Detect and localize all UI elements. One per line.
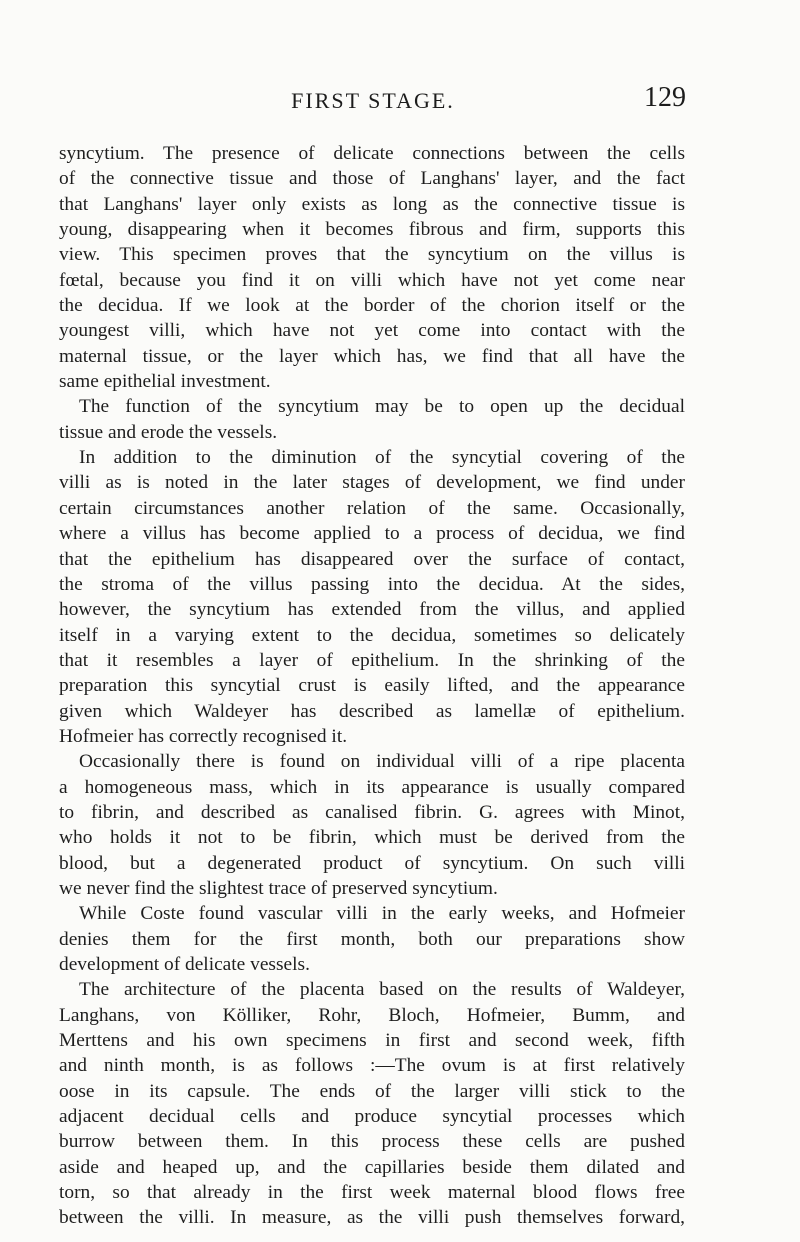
text-line: certain circumstances another relation of the same. Occasionally, [59, 497, 685, 519]
text-line: we never find the slightest trace of preserved syncytium. [59, 877, 498, 899]
page-number: 129 [644, 82, 686, 113]
text-line: that it resembles a layer of epithelium. In the shrinking of the [59, 649, 685, 671]
text-line: that Langhans' layer only exists as long as the connective tissue is [59, 193, 685, 215]
text-line: and ninth month, is as follows :—The ovum is at first relatively [59, 1055, 685, 1077]
text-line: adjacent decidual cells and produce syncytial processes which [59, 1106, 685, 1128]
text-line: oose in its capsule. The ends of the larger villi stick to the [59, 1080, 685, 1102]
text-line: torn, so that already in the first week maternal blood flows free [59, 1182, 685, 1204]
text-line: In addition to the diminution of the syncytial covering of the [79, 447, 685, 469]
text-line: however, the syncytium has extended from the villus, and applied [59, 599, 685, 621]
text-line: the stroma of the villus passing into the decidua. At the sides, [59, 573, 685, 595]
text-line: the decidua. If we look at the border of the chorion itself or the [59, 295, 685, 317]
text-line: that the epithelium has disappeared over the surface of contact, [59, 548, 685, 570]
text-line: blood, but a degenerated product of syncytium. On such villi [59, 852, 685, 874]
text-line: aside and heaped up, and the capillaries beside them dilated and [59, 1156, 685, 1178]
text-line: fœtal, because you find it on villi which have not yet come near [59, 269, 685, 291]
text-line: development of delicate vessels. [59, 954, 310, 975]
text-line: young, disappearing when it becomes fibrous and firm, supports this [59, 219, 685, 241]
running-head [60, 82, 686, 122]
text-line: Langhans, von Kölliker, Rohr, Bloch, Hofmeier, Bumm, and [59, 1004, 685, 1026]
text-line: itself in a varying extent to the decidua, sometimes so delicately [59, 624, 685, 646]
text-line: burrow between them. In this process these cells are pushed [59, 1131, 685, 1153]
text-line: tissue and erode the vessels. [59, 421, 278, 443]
text-line: preparation this syncytial crust is easily lifted, and the appearance [59, 675, 685, 697]
text-line: given which Waldeyer has described as lamellæ of epithelium. [59, 700, 685, 722]
text-line: maternal tissue, or the layer which has, we find that all have the [59, 345, 685, 367]
text-line: syncytium. The presence of delicate connections between the cells [59, 143, 685, 164]
text-line: While Coste found vascular villi in the early weeks, and Hofmeier [79, 903, 685, 925]
text-line: Hofmeier has correctly recognised it. [59, 725, 348, 747]
text-line: where a villus has become applied to a process of decidua, we find [59, 523, 685, 545]
text-line: between the villi. In measure, as the villi push themselves forward, [59, 1207, 685, 1229]
text-line: of the connective tissue and those of Langhans' layer, and the fact [59, 168, 685, 190]
text-line: same epithelial investment. [59, 371, 271, 393]
running-title: FIRST STAGE. [291, 88, 455, 113]
text-line: view. This specimen proves that the syncytium on the villus is [59, 244, 685, 266]
text-line: a homogeneous mass, which in its appearance is usually compared [59, 776, 685, 798]
body-text [59, 141, 685, 1231]
text-line: Merttens and his own specimens in first and second week, fifth [59, 1030, 685, 1052]
text-line: The function of the syncytium may be to open up the decidual [79, 396, 685, 418]
text-line: The architecture of the placenta based on the results of Waldeyer, [79, 979, 685, 1001]
text-line: Occasionally there is found on individual villi of a ripe placenta [79, 751, 685, 773]
text-line: who holds it not to be fibrin, which must be derived from the [59, 827, 685, 849]
text-line: villi as is noted in the later stages of development, we find under [59, 472, 685, 494]
text-line: denies them for the first month, both our preparations show [59, 928, 685, 950]
text-line: to fibrin, and described as canalised fibrin. G. agrees with Minot, [59, 801, 685, 823]
text-line: youngest villi, which have not yet come into contact with the [59, 320, 685, 342]
